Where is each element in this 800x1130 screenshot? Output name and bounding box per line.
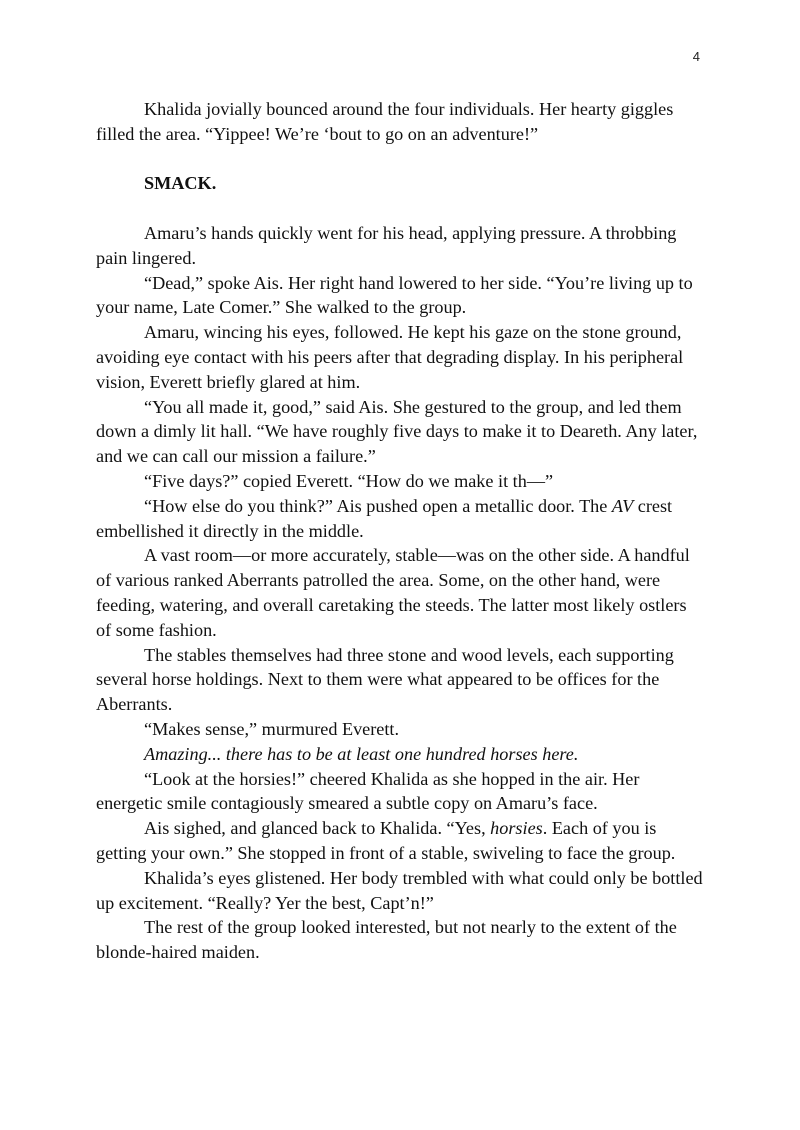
italic-text: Amazing... there has to be at least one hundred horses here. bbox=[144, 743, 579, 764]
paragraph-text: A vast room—or more accurately, stable—was on the other side. A handful of various ranked Aberrants patrolled the area. Some, on the other hand, were feeding, watering, and overall caretaking the steeds. The latter most likely ostlers of some fashion. bbox=[96, 545, 690, 640]
paragraph bbox=[96, 97, 704, 147]
paragraph bbox=[96, 469, 704, 494]
section-heading bbox=[96, 171, 704, 196]
italic-text: AV bbox=[611, 495, 634, 516]
paragraph bbox=[96, 866, 704, 916]
paragraph bbox=[96, 767, 704, 817]
italic-text: horsies bbox=[490, 818, 543, 839]
paragraph-text: “Makes sense,” murmured Everett. bbox=[144, 718, 400, 739]
paragraph-text: . Each of you is getting your own.” She stopped in front of a stable, swiveling to face the group. bbox=[96, 818, 676, 863]
paragraph bbox=[96, 816, 704, 866]
paragraph-text: “How else do you think?” Ais pushed open a metallic door. The bbox=[144, 495, 612, 516]
page-number: 4 bbox=[692, 49, 700, 64]
paragraph bbox=[96, 643, 704, 717]
paragraph-text: Amaru, wincing his eyes, followed. He kept his gaze on the stone ground, avoiding eye contact with his peers after that degrading display. In his peripheral vision, Everett briefly glared at him. bbox=[96, 322, 684, 392]
paragraph bbox=[96, 395, 704, 469]
paragraph-text: “Five days?” copied Everett. “How do we make it th—” bbox=[144, 470, 554, 491]
paragraph bbox=[96, 915, 704, 965]
paragraph bbox=[96, 543, 704, 642]
paragraph-text: Khalida’s eyes glistened. Her body trembled with what could only be bottled up excitement. “Really? Yer the best, Capt’n!” bbox=[96, 867, 703, 913]
paragraph bbox=[96, 320, 704, 394]
paragraph-text: crest embellished it directly in the middle. bbox=[96, 495, 673, 541]
document-body bbox=[96, 97, 704, 965]
paragraph-text: The stables themselves had three stone and wood levels, each supporting several horse holdings. Next to them were what appeared to be offices for the Aberrants. bbox=[96, 644, 674, 715]
paragraph bbox=[96, 717, 704, 742]
paragraph-text: The rest of the group looked interested, but not nearly to the extent of the blonde-haired maiden. bbox=[96, 917, 677, 963]
paragraph bbox=[96, 494, 704, 544]
paragraph-text: Khalida jovially bounced around the four individuals. Her hearty giggles filled the area. “Yippee! We’re ‘bout to go on an adventure!” bbox=[96, 99, 674, 144]
paragraph-text: “You all made it, good,” said Ais. She gestured to the group, and led them down a dimly lit hall. “We have roughly five days to make it to Deareth. Any later, and we can call our mission a failure.” bbox=[96, 396, 698, 467]
paragraph bbox=[96, 271, 704, 321]
paragraph-text: Amaru’s hands quickly went for his head, applying pressure. A throbbing pain lingered. bbox=[96, 222, 677, 268]
paragraph bbox=[96, 221, 704, 271]
paragraph-thought bbox=[96, 742, 704, 767]
paragraph-text: Ais sighed, and glanced back to Khalida. “Yes, bbox=[144, 818, 491, 839]
paragraph-text: “Look at the horsies!” cheered Khalida as she hopped in the air. Her energetic smile contagiously smeared a subtle copy on Amaru’s face. bbox=[96, 768, 640, 814]
heading-text: SMACK. bbox=[144, 173, 217, 194]
paragraph-text: “Dead,” spoke Ais. Her right hand lowered to her side. “You’re living up to your name, Late Comer.” She walked to the group. bbox=[96, 272, 693, 318]
